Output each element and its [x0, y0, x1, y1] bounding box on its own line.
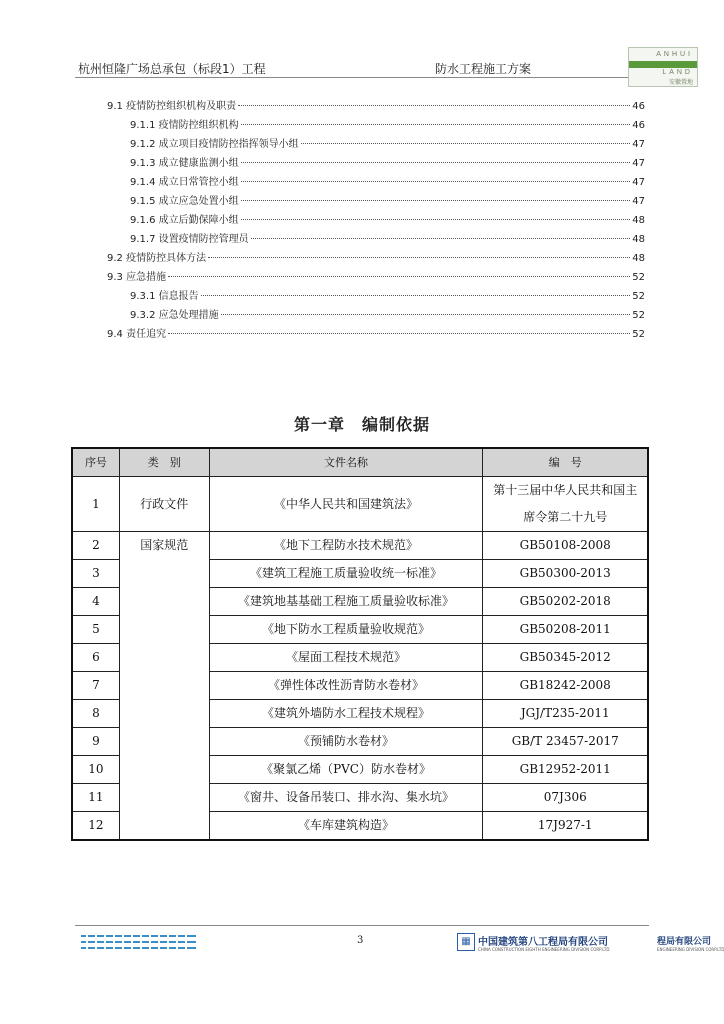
toc-entry-page: 52 — [632, 291, 645, 302]
toc-entry-label: 9.4 责任追究 — [107, 329, 167, 340]
logo-top-text: ANHUI — [656, 51, 693, 58]
header-cell-code: 编 号 — [483, 448, 648, 477]
toc-entry-label: 9.1.6 成立后勤保障小组 — [130, 215, 239, 226]
toc-entry-label: 9.3.2 应急处理措施 — [130, 310, 219, 321]
footer-pattern-decoration — [81, 933, 196, 953]
toc-entry-page: 46 — [632, 120, 645, 131]
toc-entry-page: 47 — [632, 139, 645, 150]
toc-entry-page: 48 — [632, 234, 645, 245]
toc-entry[interactable] — [107, 230, 645, 249]
toc-leader-dots — [241, 219, 631, 220]
toc-entry[interactable] — [107, 249, 645, 268]
cell-no: 3 — [72, 560, 119, 588]
footer-divider — [75, 925, 649, 926]
header-cell-category: 类 别 — [119, 448, 209, 477]
logo-green-band — [629, 61, 697, 68]
header-cell-no: 序号 — [72, 448, 119, 477]
cell-code: GB18242-2008 — [483, 672, 648, 700]
cell-name: 《建筑地基基础工程施工质量验收标准》 — [209, 588, 483, 616]
cell-code: GB/T 23457-2017 — [483, 728, 648, 756]
toc-entry-page: 47 — [632, 177, 645, 188]
cscec-emblem-icon: ▦ — [457, 933, 475, 951]
page-number: 3 — [357, 935, 364, 946]
header-cell-name: 文件名称 — [209, 448, 483, 477]
toc-entry-label: 9.3 应急措施 — [107, 272, 167, 283]
cell-code: GB50300-2013 — [483, 560, 648, 588]
cell-no: 4 — [72, 588, 119, 616]
toc-entry-page: 46 — [632, 101, 645, 112]
toc-entry-label: 9.2 疫情防控具体方法 — [107, 253, 207, 264]
cell-category-merged: 国家规范 — [119, 532, 209, 841]
toc-entry[interactable] — [107, 287, 645, 306]
logo-cn-text: 安徽置地 — [668, 79, 693, 86]
table-row — [72, 477, 648, 532]
toc-entry[interactable] — [107, 97, 645, 116]
toc-entry[interactable] — [107, 154, 645, 173]
cell-code: GB50202-2018 — [483, 588, 648, 616]
cell-code: GB12952-2011 — [483, 756, 648, 784]
cell-code: GB50208-2011 — [483, 616, 648, 644]
cell-code: 07J306 — [483, 784, 648, 812]
toc-entry-label: 9.1.4 成立日常管控小组 — [130, 177, 239, 188]
toc-entry-label: 9.1.2 成立项目疫情防控指挥领导小组 — [130, 139, 299, 150]
cell-name: 《弹性体改性沥青防水卷材》 — [209, 672, 483, 700]
toc-entry-page: 47 — [632, 158, 645, 169]
cell-no: 8 — [72, 700, 119, 728]
toc-leader-dots — [301, 143, 631, 144]
toc-entry-page: 48 — [632, 253, 645, 264]
toc-entry-label: 9.1.3 成立健康监测小组 — [130, 158, 239, 169]
cell-code: JGJ/T235-2011 — [483, 700, 648, 728]
toc-entry-page: 52 — [632, 329, 645, 340]
toc-entry[interactable] — [107, 135, 645, 154]
table-row — [72, 532, 648, 560]
cell-name: 《地下防水工程质量验收规范》 — [209, 616, 483, 644]
cell-code: GB50345-2012 — [483, 644, 648, 672]
toc-entry-label: 9.3.1 信息报告 — [130, 291, 199, 302]
toc-entry[interactable] — [107, 173, 645, 192]
header-divider — [75, 77, 628, 78]
cell-no: 12 — [72, 812, 119, 841]
cell-no: 11 — [72, 784, 119, 812]
toc-leader-dots — [251, 238, 631, 239]
company-name-en: CHINA CONSTRUCTION EIGHTH ENGINEERING DIVISION CORP.LTD — [478, 947, 610, 952]
cell-code: 17J927-1 — [483, 812, 648, 841]
toc-leader-dots — [208, 257, 630, 258]
cell-name: 《窗井、设备吊装口、排水沟、集水坑》 — [209, 784, 483, 812]
toc-entry-label: 9.1.5 成立应急处置小组 — [130, 196, 239, 207]
cell-name: 《聚氯乙烯（PVC）防水卷材》 — [209, 756, 483, 784]
toc-leader-dots — [241, 162, 631, 163]
cell-name: 《建筑外墙防水工程技术规程》 — [209, 700, 483, 728]
cell-code: 第十三届中华人民共和国主席令第二十九号 — [483, 477, 648, 532]
toc-entry-page: 47 — [632, 196, 645, 207]
toc-entry-label: 9.1.1 疫情防控组织机构 — [130, 120, 239, 131]
cell-no: 7 — [72, 672, 119, 700]
company-name: 中国建筑第八工程局有限公司 — [478, 937, 608, 948]
cell-category: 行政文件 — [119, 477, 209, 532]
header-project-name: 杭州恒隆广场总承包（标段1）工程 — [78, 62, 266, 76]
toc-entry-page: 52 — [632, 272, 645, 283]
toc-leader-dots — [238, 105, 630, 106]
toc-entry[interactable] — [107, 192, 645, 211]
cell-name: 《车库建筑构造》 — [209, 812, 483, 841]
toc-leader-dots — [201, 295, 631, 296]
toc-entry-label: 9.1 疫情防控组织机构及职责 — [107, 101, 237, 112]
cell-no: 9 — [72, 728, 119, 756]
toc-entry[interactable] — [107, 211, 645, 230]
compilation-basis-table — [71, 447, 649, 841]
cell-no: 2 — [72, 532, 119, 560]
header-document-title: 防水工程施工方案 — [435, 62, 532, 76]
cell-name: 《地下工程防水技术规范》 — [209, 532, 483, 560]
cell-name: 《建筑工程施工质量验收统一标准》 — [209, 560, 483, 588]
toc-entry[interactable] — [107, 116, 645, 135]
toc-entry[interactable] — [107, 306, 645, 325]
table-header-row — [72, 448, 648, 477]
cell-no: 6 — [72, 644, 119, 672]
table-of-contents — [107, 97, 645, 344]
cell-no: 5 — [72, 616, 119, 644]
toc-entry[interactable] — [107, 325, 645, 344]
cell-no: 10 — [72, 756, 119, 784]
cell-name: 《预铺防水卷材》 — [209, 728, 483, 756]
company-name-suffix: 程局有限公司 — [657, 937, 712, 947]
toc-leader-dots — [241, 181, 631, 182]
toc-entry[interactable] — [107, 268, 645, 287]
toc-leader-dots — [241, 200, 631, 201]
toc-leader-dots — [168, 333, 630, 334]
toc-leader-dots — [168, 276, 630, 277]
toc-entry-label: 9.1.7 设置疫情防控管理员 — [130, 234, 249, 245]
cell-name: 《屋面工程技术规范》 — [209, 644, 483, 672]
anhui-land-logo — [628, 47, 698, 87]
toc-leader-dots — [241, 124, 631, 125]
toc-entry-page: 52 — [632, 310, 645, 321]
chapter-title: 第一章 编制依据 — [293, 415, 430, 434]
logo-mid-text: LAND — [662, 69, 693, 76]
toc-leader-dots — [221, 314, 631, 315]
toc-entry-page: 48 — [632, 215, 645, 226]
cell-name: 《中华人民共和国建筑法》 — [209, 477, 483, 532]
company-name-en-suffix: ENGINEERING DIVISION CORP.LTD — [657, 947, 724, 952]
cell-code: GB50108-2008 — [483, 532, 648, 560]
cell-no: 1 — [72, 477, 119, 532]
